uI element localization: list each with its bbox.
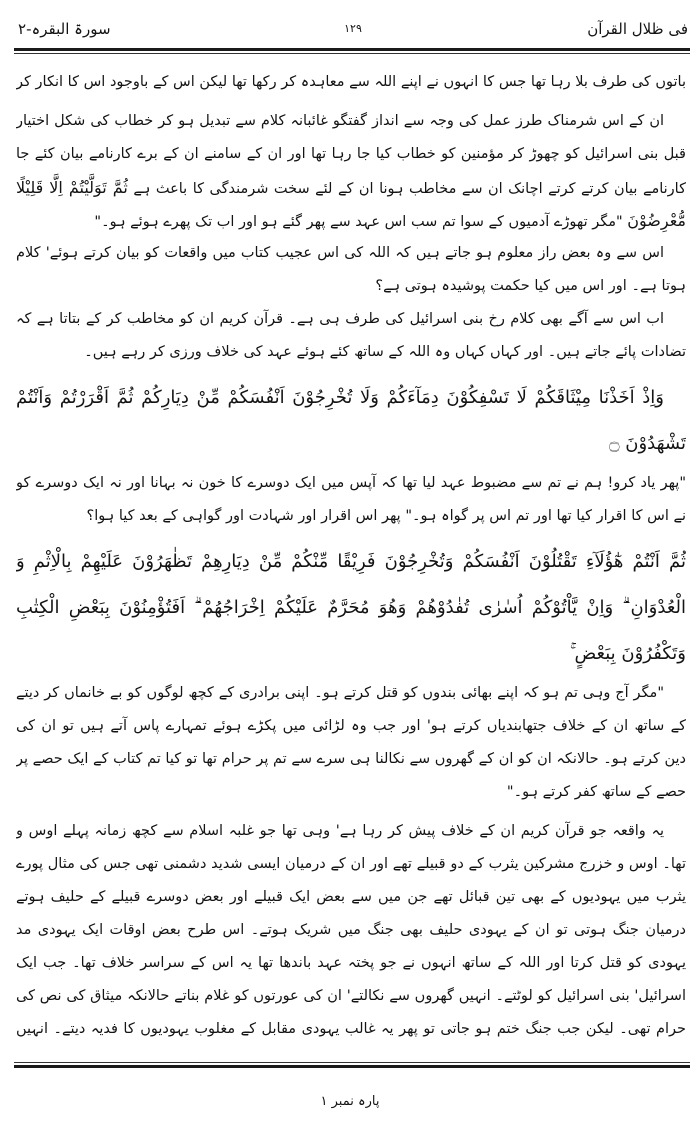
ayah-segment: ثُمَّ تَوَلَّيْتُمْ اِلَّا قَلِيْلًا	[16, 178, 128, 197]
ayah-segment: مُّعْرِضُوْنَ	[627, 211, 686, 230]
text-line: یہ واقعہ جو قرآن کریم ان کے خلاف پیش کر رہا ہے' وہی تھا جو غلبہ اسلام سے کچھ زمانہ پہلے اوس و	[16, 823, 664, 839]
ayah-line: ثُمَّ اَنْتُمْ هٰٓؤُلَآءِ تَقْتُلُوْنَ اَنْفُسَكُمْ وَتُخْرِجُوْنَ فَرِيْقًا مِّنْكُمْ مِّنْ دِيَارِهِمْ تَظٰهَرُوْنَ عَلَيْهِمْ بِالْاِثْمِ وَ	[16, 551, 686, 572]
book-title: فی ظلال القرآن	[587, 20, 688, 38]
text-line	[16, 204, 686, 237]
text-line: باتوں کی طرف بلا رہا تھا جس کا انہوں نے اپنے اللہ سے معاہدہ کر رکھا تھا لیکن اس کے باوجود اس کا انکار کر	[16, 74, 686, 90]
text-segment: "مگر تھوڑے آدمیوں کے سوا تم سب اس عہد سے پھر گئے ہو اور اب تک پھرے ہوئے ہو۔"	[94, 214, 623, 230]
header-divider	[14, 48, 690, 54]
text-line: یہودی کو قتل کرتا اور اللہ کے ساتھ انہوں نے جو پختہ عہد باندھا تھا یہ اس کے سراسر خلاف تھا۔ جب ایک	[16, 955, 686, 971]
ayah-line: تَشْهَدُوْنَ ۝	[609, 433, 686, 454]
text-line: قبل بنی اسرائیل کو چھوڑ کر مؤمنین کو خطاب کیا جا رہا تھا اور ان کے سامنے ان کے برے کارنامے بیان کئے جا	[16, 146, 686, 162]
text-line: یثرب میں یہودیوں کے بھی تین قبائل تھے جن میں سے بعض ایک قبیلے اور بعض دوسرے قبیلے کے حلیف ہوتے	[16, 889, 686, 905]
text-line	[16, 171, 686, 204]
text-line: درمیان جنگ ہوتی تو ان کے یہودی حلیف بھی جنگ میں شریک ہوتے۔ اس طرح بعض اوقات ایک یہودی مد	[16, 922, 686, 938]
text-line: دین کرتے ہو۔ حالانکہ ان کو ان کے گھروں سے نکالنا ہی سرے سے تم پر حرام تھا تو کیا تم کتاب کے ایک حصے پر	[16, 751, 686, 767]
ayah-line: وَاِذْ اَخَذْنَا مِيْثَاقَكُمْ لَا تَسْفِكُوْنَ دِمَآءَكُمْ وَلَا تُخْرِجُوْنَ اَنْفُسَكُمْ مِّنْ دِيَارِكُمْ ثُمَّ اَقْرَرْتُمْ وَاَنْتُمْ	[16, 387, 664, 408]
text-line: "مگر آج وہی تم ہو کہ اپنے بھائی بندوں کو قتل کرتے ہو۔ اپنی برادری کے کچھ لوگوں کو بے خانماں کر دیتے	[16, 685, 664, 701]
text-line: حرام تھی۔ لیکن جب جنگ ختم ہو جاتی تو پھر یہ غالب یہودی مقابل کے مغلوب یہودیوں کا فدیہ دیتے۔ انہیں	[16, 1021, 686, 1037]
ayah-line: وَتَكْفُرُوْنَ بِبَعْضٍ ۚ	[570, 643, 686, 664]
text-line: اب اس سے آگے بھی کلام رخ بنی اسرائیل کی طرف ہی ہے۔ قرآن کریم ان کو مخاطب کر کے بتاتا ہے کہ	[16, 311, 664, 327]
text-line: کے ساتھ ان کے خلاف جتھابندیاں کرتے ہو' اور جب وہ لڑائی میں پکڑے ہوئے تمہارے پاس آتے ہیں تو ان کی	[16, 718, 686, 734]
para-number: پارہ نمبر ۱	[320, 1094, 380, 1109]
text-line: ان کے اس شرمناک طرز عمل کی وجہ سے انداز گفتگو غائبانہ کلام سے تبدیل ہو کر خطاب کی شکل اختیار	[16, 113, 664, 129]
text-line: نے اس کا اقرار کیا تھا اور تم اس پر گواہ ہو۔" پھر اس اقرار اور شہادت اور گواہی کے بعد کیا ہوا؟	[86, 508, 686, 524]
text-segment: کارنامے بیان کرتے کرتے اچانک ان سے مخاطب ہونا ان کے لئے سخت شرمندگی کا باعث ہے	[133, 181, 686, 197]
text-line: ہوتا ہے۔ اور اس میں کیا حکمت پوشیدہ ہوتی ہے؟	[375, 278, 686, 294]
text-line: اس سے وہ بعض راز معلوم ہو جاتے ہیں کہ اللہ کی اس عجیب کتاب میں واقعات کو بیان کرتے ہوئے' کلام	[16, 245, 664, 261]
text-line: اسرائیل' بنی اسرائیل کو لوٹتے۔ انہیں گھروں سے نکالتے' ان کی عورتوں کو غلام بناتے حالانکہ میثاق کی نص کی	[16, 988, 686, 1004]
page-header	[18, 16, 688, 42]
footer-divider	[14, 1062, 690, 1068]
text-line: تضادات پائے جاتے ہیں۔ اور کہاں کہاں وہ اللہ کے ساتھ کئے ہوئے عہد کی خلاف ورزی کر رہے ہیں۔	[84, 344, 686, 360]
text-line: تھا۔ اوس و خزرج مشرکین یثرب کے دو قبیلے تھے اور ان کے درمیان ایسی شدید دشمنی تھی جس کی مثال پورے	[16, 856, 686, 872]
page-body	[16, 66, 686, 1046]
text-line: "پھر یاد کرو! ہم نے تم سے مضبوط عہد لیا تھا کہ آپس میں ایک دوسرے کا خون نہ بہانا اور نہ ایک دوسرے کو	[16, 475, 686, 491]
page-number: ۱۲۹	[344, 22, 362, 35]
text-line: حصے کے ساتھ کفر کرتے ہو۔"	[506, 784, 686, 800]
surah-label: سورۃ البقرہ-۲	[18, 20, 111, 38]
ayah-line: الْعُدْوَانِ ۗ وَاِنْ يَّاْتُوْكُمْ اُسٰرٰى تُفٰدُوْهُمْ وَهُوَ مُحَرَّمٌ عَلَيْكُمْ اِخْرَاجُهُمْ ۗ اَفَتُؤْمِنُوْنَ بِبَعْضِ الْكِتٰبِ	[16, 597, 686, 618]
